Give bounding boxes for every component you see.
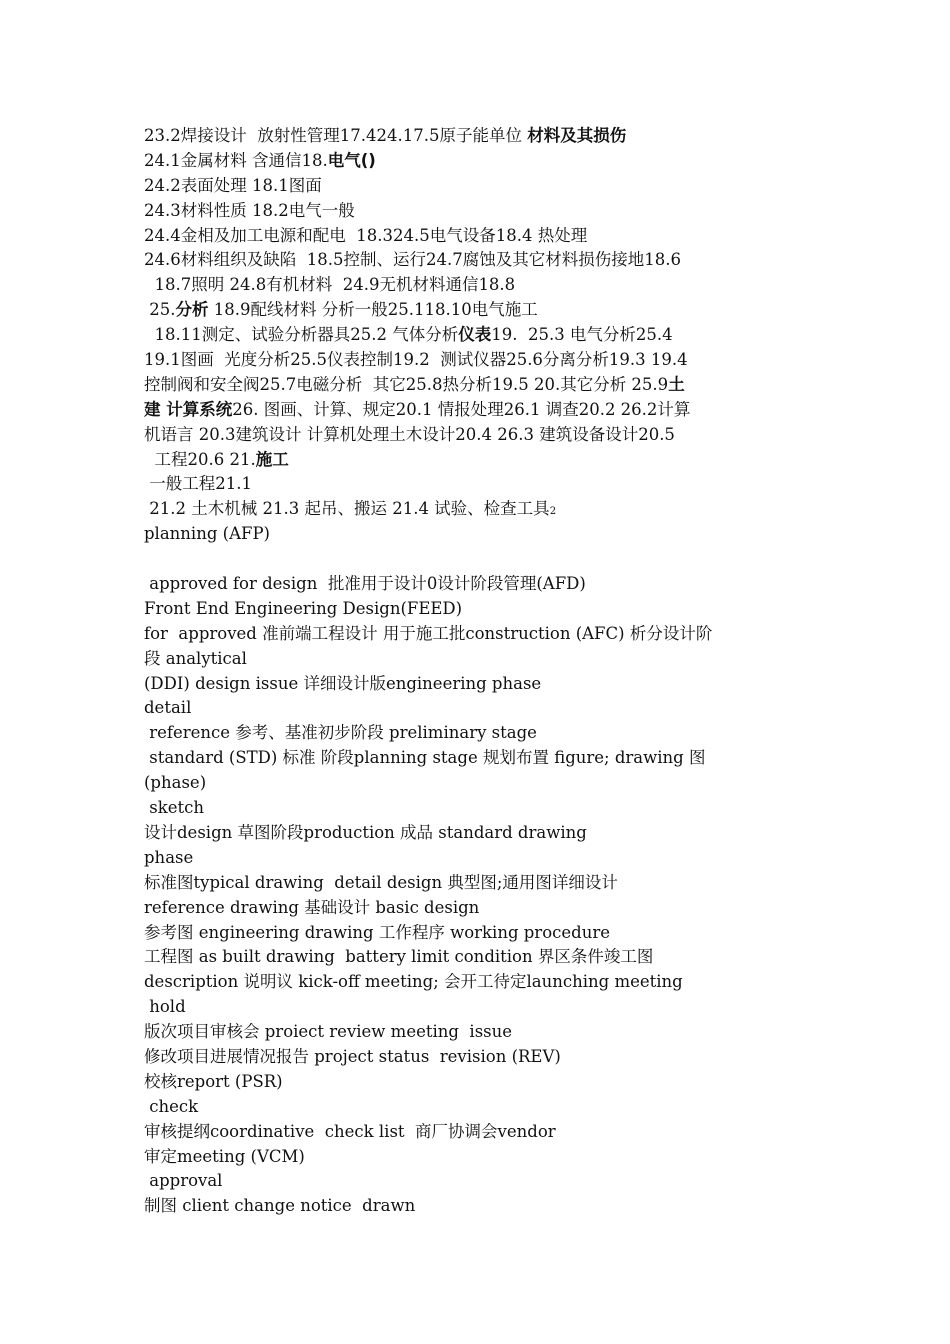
text-line xyxy=(144,696,804,721)
text-segment: planning (AFP) xyxy=(144,524,270,544)
text-line xyxy=(144,1120,804,1145)
text-segment: 标准图typical drawing detail design 典型图;通用图详细设计 xyxy=(144,872,618,892)
text-segment: 制图 client change notice drawn xyxy=(144,1196,416,1216)
text-segment: 24.4金相及加工电源和配电 18.324.5电气设备18.4 热处理 xyxy=(144,225,588,245)
text-line xyxy=(144,149,804,174)
text-line xyxy=(144,871,804,896)
bold-text: 土 xyxy=(668,374,685,394)
text-line xyxy=(144,647,804,672)
text-line xyxy=(144,522,804,547)
text-segment: 设计design 草图阶段production 成品 standard drawing xyxy=(144,822,587,842)
text-line xyxy=(144,821,804,846)
text-line xyxy=(144,398,804,423)
text-segment: approval xyxy=(144,1171,223,1191)
text-line xyxy=(144,896,804,921)
text-line xyxy=(144,298,804,323)
text-segment: approved for design 批准用于设计0设计阶段管理(AFD) xyxy=(144,574,586,594)
text-segment: 工程20.6 21. xyxy=(144,449,256,469)
bold-text: 电气() xyxy=(327,150,376,170)
bold-text: 分析 xyxy=(175,300,209,320)
text-line xyxy=(144,248,804,273)
text-line xyxy=(144,497,804,522)
text-line xyxy=(144,423,804,448)
text-line xyxy=(144,622,804,647)
text-segment: 版次项目审核会 proiect review meeting issue xyxy=(144,1022,513,1042)
text-segment: standard (STD) 标准 阶段planning stage 规划布置 figure; drawing 图 xyxy=(144,748,706,768)
text-segment: check xyxy=(144,1096,199,1116)
text-line xyxy=(144,124,804,149)
text-segment: (phase) xyxy=(144,773,207,793)
text-segment: 26. 图画、计算、规定20.1 情报处理26.1 调查20.2 26.2计算 xyxy=(232,399,691,419)
text-segment: (DDI) design issue 详细设计版engineering phase xyxy=(144,673,542,693)
text-segment: sketch xyxy=(144,798,204,818)
text-segment: Front End Engineering Design(FEED) xyxy=(144,598,463,618)
text-line xyxy=(144,846,804,871)
text-segment: 修改项目进展情况报告 project status revision (REV) xyxy=(144,1046,561,1066)
text-segment: 机语言 20.3建筑设计 计算机处理土木设计20.4 26.3 建筑设备设计20.5 xyxy=(144,424,675,444)
text-segment: 18.7照明 24.8有机材料 24.9无机材料通信18.8 xyxy=(144,275,516,295)
text-segment: 21.2 土木机械 21.3 起吊、搬运 21.4 试验、检查工具 xyxy=(144,499,550,519)
text-line xyxy=(144,1070,804,1095)
text-line xyxy=(144,597,804,622)
text-line xyxy=(144,945,804,970)
text-line xyxy=(144,224,804,249)
text-line xyxy=(144,572,804,597)
text-line xyxy=(144,672,804,697)
text-segment: 19.1图画 光度分析25.5仪表控制19.2 测试仪器25.6分离分析19.3 19.4 xyxy=(144,350,688,370)
text-line xyxy=(144,1045,804,1070)
text-segment: 审定meeting (VCM) xyxy=(144,1146,305,1166)
bold-text: 施工 xyxy=(255,449,289,469)
text-segment: detail xyxy=(144,698,192,718)
bold-text: 材料及其损伤 xyxy=(527,126,627,145)
text-line xyxy=(144,1020,804,1045)
text-segment: phase xyxy=(144,847,194,867)
text-segment: 审核提纲coordinative check list 商厂协调会vendor xyxy=(144,1121,556,1141)
text-segment: 校核report (PSR) xyxy=(144,1071,283,1091)
text-line xyxy=(144,721,804,746)
text-segment: 18.9配线材料 分析一般25.118.10电气施工 xyxy=(208,300,538,320)
text-line xyxy=(144,1095,804,1120)
text-segment: 段 analytical xyxy=(144,648,247,668)
text-line xyxy=(144,448,804,473)
text-segment: 24.2表面处理 18.1图面 xyxy=(144,175,322,195)
text-segment: 参考图 engineering drawing 工作程序 working procedure xyxy=(144,922,610,942)
text-line xyxy=(144,921,804,946)
text-segment: 23.2焊接设计 放射性管理17.424.17.5原子能单位 xyxy=(144,126,528,145)
text-line xyxy=(144,472,804,497)
text-segment: for approved 准前端工程设计 用于施工批construction (AFC) 析分设计阶 xyxy=(144,623,713,643)
text-line xyxy=(144,174,804,199)
text-line xyxy=(144,796,804,821)
bold-text: 仪表 xyxy=(458,325,492,345)
text-line xyxy=(144,1145,804,1170)
bold-text: 建 计算系统 xyxy=(144,399,233,419)
text-segment: 工程图 as built drawing battery limit condition 界区条件竣工图 xyxy=(144,947,654,967)
text-line xyxy=(144,771,804,796)
text-line xyxy=(144,199,804,224)
text-segment: 一般工程21.1 xyxy=(144,474,252,494)
document-body xyxy=(144,124,804,1219)
text-line xyxy=(144,970,804,995)
text-segment: reference drawing 基础设计 basic design xyxy=(144,897,480,917)
text-line xyxy=(144,373,804,398)
text-segment: 24.6材料组织及缺陷 18.5控制、运行24.7腐蚀及其它材料损伤接地18.6 xyxy=(144,250,681,270)
text-segment: 控制阀和安全阀25.7电磁分析 其它25.8热分析19.5 20.其它分析 25.9 xyxy=(144,374,669,394)
text-line xyxy=(144,1169,804,1194)
text-line xyxy=(144,273,804,298)
text-segment: reference 参考、基准初步阶段 preliminary stage xyxy=(144,723,537,743)
text-segment: description 说明议 kick-off meeting; 会开工待定launching meeting xyxy=(144,972,683,992)
text-segment: 19. 25.3 电气分析25.4 xyxy=(491,325,673,345)
text-line xyxy=(144,348,804,373)
text-line xyxy=(144,746,804,771)
superscript-text: 2 xyxy=(549,506,557,518)
text-segment: 25. xyxy=(144,300,176,320)
text-segment: hold xyxy=(144,997,186,1017)
text-line xyxy=(144,1194,804,1219)
text-segment: 24.1金属材料 含通信18. xyxy=(144,150,328,170)
text-line xyxy=(144,995,804,1020)
text-line xyxy=(144,323,804,348)
text-line xyxy=(144,547,804,572)
text-segment: 24.3材料性质 18.2电气一般 xyxy=(144,200,355,220)
text-segment: 18.11测定、试验分析器具25.2 气体分析 xyxy=(144,325,459,345)
